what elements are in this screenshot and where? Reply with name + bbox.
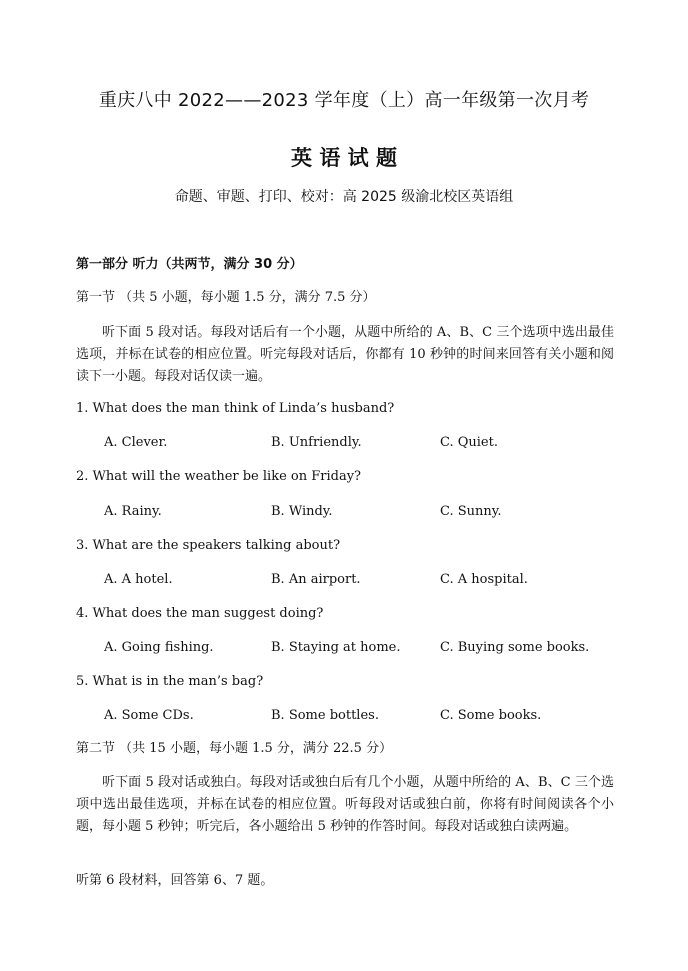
question-1: 1. What does the man think of Linda’s husband? — [76, 401, 395, 416]
exam-title: 重庆八中 2022——2023 学年度（上）高一年级第一次月考 — [98, 90, 590, 111]
q4-option-c[interactable]: C. Buying some books. — [440, 640, 590, 655]
q5-option-a[interactable]: A. Some CDs. — [104, 708, 194, 723]
q5-option-c[interactable]: C. Some books. — [440, 708, 542, 723]
section2-instructions: 听下面 5 段对话或独白。每段对话或独白后有几个小题，从题中所给的 A、B、C 三个选项中选出最佳选项，并标在试卷的相应位置。听每段对话或独白前，你将有时间阅读各个小题，每小题 5 秒钟；听完后，各小题给出 5 秒钟的作答时间。每段对话或独白读两遍。 — [76, 775, 614, 834]
q1-option-b[interactable]: B. Unfriendly. — [271, 435, 362, 450]
q1-option-a[interactable]: A. Clever. — [104, 435, 168, 450]
question-4: 4. What does the man suggest doing? — [76, 606, 324, 621]
q4-option-b[interactable]: B. Staying at home. — [271, 640, 401, 655]
section2-heading: 第二节 （共 15 小题，每小题 1.5 分，满分 22.5 分） — [76, 741, 393, 756]
q3-option-c[interactable]: C. A hospital. — [440, 572, 528, 587]
q5-option-b[interactable]: B. Some bottles. — [271, 708, 379, 723]
q4-option-a[interactable]: A. Going fishing. — [104, 640, 214, 655]
material-note: 听第 6 段材料，回答第 6、7 题。 — [76, 873, 274, 888]
section1-heading: 第一节 （共 5 小题，每小题 1.5 分，满分 7.5 分） — [76, 290, 376, 305]
subject-title: 英 语 试 题 — [291, 146, 397, 170]
q2-option-c[interactable]: C. Sunny. — [440, 504, 502, 519]
section1-instructions: 听下面 5 段对话。每段对话后有一个小题，从题中所给的 A、B、C 三个选项中选出最佳选项，并标在试卷的相应位置。听完每段对话后，你都有 10 秒钟的时间来回答有关小题和阅读下一小题。每段对话仅读一遍。 — [76, 325, 614, 384]
q2-option-b[interactable]: B. Windy. — [271, 504, 333, 519]
q2-option-a[interactable]: A. Rainy. — [104, 504, 162, 519]
part1-heading: 第一部分 听力（共两节，满分 30 分） — [76, 257, 303, 272]
q3-option-b[interactable]: B. An airport. — [271, 572, 361, 587]
credits-line: 命题、审题、打印、校对：高 2025 级渝北校区英语组 — [174, 189, 514, 205]
question-3: 3. What are the speakers talking about? — [76, 538, 341, 553]
q3-option-a[interactable]: A. A hotel. — [104, 572, 173, 587]
q1-option-c[interactable]: C. Quiet. — [440, 435, 498, 450]
question-2: 2. What will the weather be like on Friday? — [76, 469, 362, 484]
question-5: 5. What is in the man’s bag? — [76, 674, 264, 689]
